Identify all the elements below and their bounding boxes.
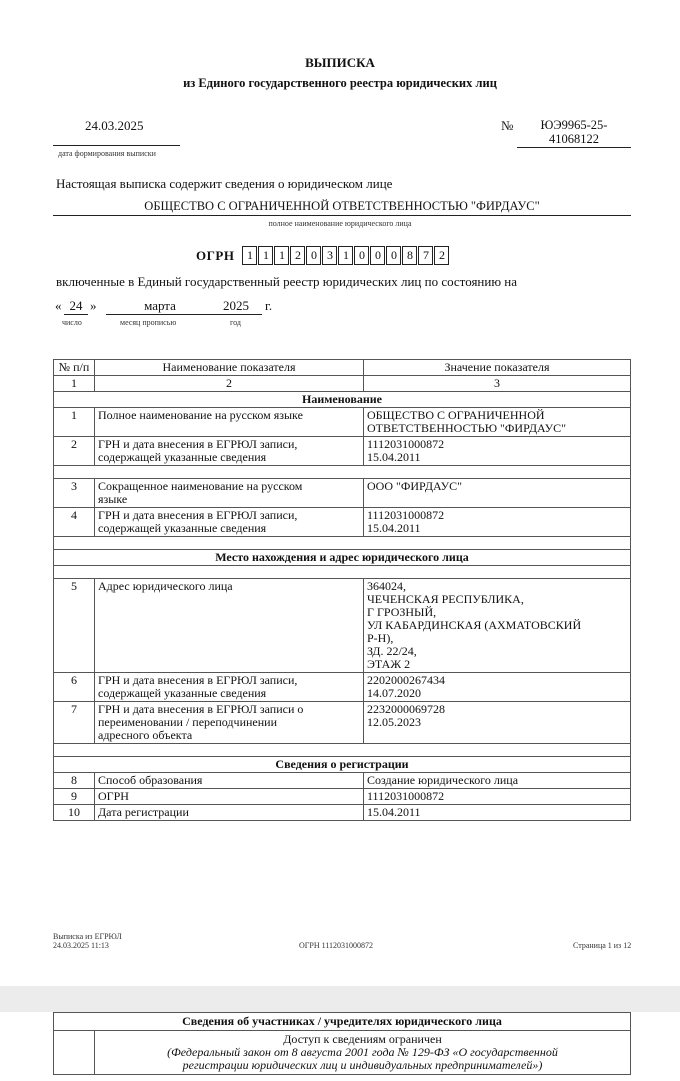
law-reference-line: регистрации юридических лиц и индивидуальных предпринимателей») (182, 1058, 543, 1072)
spacer-row (54, 466, 631, 479)
row-number: 7 (54, 702, 95, 744)
row-number: 5 (54, 579, 95, 673)
row-number: 1 (54, 408, 95, 437)
extract-number-line-2: 41068122 (549, 132, 599, 146)
address-line: Г ГРОЗНЫЙ, (367, 605, 437, 619)
row-value-line: 2232000069728 (367, 702, 445, 716)
section-title: Наименование (54, 392, 631, 408)
row-name-line: переименовании / переподчинении (98, 715, 277, 729)
row-number: 8 (54, 773, 95, 789)
spacer-cell (54, 744, 631, 757)
ogrn-digit: 1 (242, 246, 257, 265)
row-name (95, 702, 364, 744)
table-row (54, 437, 631, 466)
row-value-line: 1112031000872 (367, 437, 445, 451)
row-number: 10 (54, 805, 95, 821)
address-line: УЛ КАБАРДИНСКАЯ (АХМАТОВСКИЙ (367, 618, 582, 632)
spacer-cell (54, 537, 631, 550)
participants-table (53, 1012, 631, 1075)
table-row (54, 773, 631, 789)
row-name-line: Сокращенное наименование на русском (98, 479, 303, 493)
number-sign: № (501, 118, 514, 133)
row-name-line: языке (98, 492, 128, 506)
full-name-line: ОБЩЕСТВО С ОГРАНИЧЕННОЙ ОТВЕТСТВЕННОСТЬЮ "ФИРДАУС" (53, 199, 631, 216)
ogrn-block (196, 246, 450, 265)
section-title: Сведения об участниках / учредителях юридического лица (54, 1013, 631, 1031)
row-value: 1112031000872 (364, 789, 631, 805)
table-row (54, 508, 631, 537)
page-separator (0, 986, 680, 1012)
open-quote: « (55, 298, 62, 313)
address-line: Р-Н), (367, 631, 394, 645)
law-reference-line: (Федеральный закон от 8 августа 2001 года № 129-ФЗ «О государственной (167, 1045, 558, 1059)
ogrn-digit: 0 (386, 246, 401, 265)
ogrn-digit: 2 (434, 246, 449, 265)
column-number: 2 (95, 376, 364, 392)
spacer-cell (54, 566, 631, 579)
ogrn-digit: 0 (306, 246, 321, 265)
row-value (364, 579, 631, 673)
ogrn-digit: 8 (402, 246, 417, 265)
ogrn-digit: 3 (322, 246, 337, 265)
row-name (95, 437, 364, 466)
row-name-line: ГРН и дата внесения в ЕГРЮЛ записи, (98, 437, 298, 451)
extract-number (517, 118, 631, 148)
row-name (95, 479, 364, 508)
row-number: 4 (54, 508, 95, 537)
spacer-row (54, 537, 631, 550)
row-name-line: содержащей указанные сведения (98, 686, 267, 700)
address-line: ЭТАЖ 2 (367, 657, 411, 671)
footer-left-line: 24.03.2025 11:13 (53, 941, 109, 950)
table-header-row (54, 360, 631, 376)
ogrn-label: ОГРН (196, 247, 235, 263)
row-name (95, 508, 364, 537)
row-value (364, 673, 631, 702)
row-name-line: ГРН и дата внесения в ЕГРЮЛ записи, (98, 673, 298, 687)
row-number: 6 (54, 673, 95, 702)
column-number: 3 (364, 376, 631, 392)
ogrn-digit: 0 (354, 246, 369, 265)
table-row (54, 789, 631, 805)
row-value (364, 508, 631, 537)
caption-year: год (230, 318, 241, 327)
extract-number-line-1: ЮЭ9965-25- (540, 118, 608, 132)
state-year-suffix: г. (265, 298, 273, 313)
address-line: ЧЕЧЕНСКАЯ РЕСПУБЛИКА, (367, 592, 524, 606)
state-day: 24 (64, 298, 88, 315)
document-subtitle: из Единого государственного реестра юридических лиц (183, 76, 497, 90)
ogrn-digit: 1 (274, 246, 289, 265)
row-name: Способ образования (95, 773, 364, 789)
address-line: ЗД. 22/24, (367, 644, 417, 658)
row-value-line: 1112031000872 (367, 508, 445, 522)
row-name-line: содержащей указанные сведения (98, 450, 267, 464)
row-name: Полное наименование на русском языке (95, 408, 364, 437)
row-number: 2 (54, 437, 95, 466)
header-cell: Наименование показателя (95, 360, 364, 376)
row-value-line: 2202000267434 (367, 673, 445, 687)
row-name-line: содержащей указанные сведения (98, 521, 267, 535)
column-number: 1 (54, 376, 95, 392)
row-name-line: адресного объекта (98, 728, 193, 742)
row-value (364, 437, 631, 466)
caption-month: месяц прописью (120, 318, 177, 327)
row-number: 9 (54, 789, 95, 805)
caption-day: число (62, 318, 82, 327)
full-name-caption: полное наименование юридического лица (268, 219, 412, 228)
spacer-row (54, 744, 631, 757)
row-name: Дата регистрации (95, 805, 364, 821)
state-month: марта (106, 298, 214, 315)
section-title: Сведения о регистрации (54, 757, 631, 773)
close-quote: » (90, 298, 97, 313)
document-title: ВЫПИСКА (305, 55, 375, 70)
extract-date-caption: дата формирования выписки (58, 149, 156, 158)
row-name-line: ГРН и дата внесения в ЕГРЮЛ записи о (98, 702, 304, 716)
row-name: Адрес юридического лица (95, 579, 364, 673)
row-number (54, 1031, 95, 1075)
section-row (54, 757, 631, 773)
row-value: ООО "ФИРДАУС" (364, 479, 631, 508)
row-value (364, 702, 631, 744)
row-value: 15.04.2011 (364, 805, 631, 821)
footer-left-line: Выписка из ЕГРЮЛ (53, 932, 122, 941)
table-row (54, 805, 631, 821)
section-row (54, 392, 631, 408)
section-title: Место нахождения и адрес юридического лица (54, 550, 631, 566)
section-row (54, 550, 631, 566)
ogrn-digit: 1 (258, 246, 273, 265)
table-row (54, 579, 631, 673)
footer-page-number: Страница 1 из 12 (573, 941, 632, 950)
table-row (54, 479, 631, 508)
footer-ogrn: ОГРН 1112031000872 (299, 941, 374, 950)
row-name: ОГРН (95, 789, 364, 805)
state-year: 2025 (210, 298, 262, 315)
extract-date: 24.03.2025 (53, 118, 180, 146)
intro-text: Настоящая выписка содержит сведения о юридическом лице (56, 176, 393, 191)
ogrn-digit: 0 (370, 246, 385, 265)
table-numbers-row (54, 376, 631, 392)
access-restricted-text: Доступ к сведениям ограничен (283, 1032, 442, 1046)
row-value-line: 15.04.2011 (367, 521, 421, 535)
header-cell: № п/п (54, 360, 95, 376)
address-line: 364024, (367, 579, 406, 593)
ogrn-digit: 7 (418, 246, 433, 265)
row-value-line: 15.04.2011 (367, 450, 421, 464)
spacer-cell (54, 466, 631, 479)
ogrn-digit: 1 (338, 246, 353, 265)
table-row (54, 1031, 631, 1075)
table-row (54, 702, 631, 744)
register-table (53, 359, 631, 821)
footer-left (53, 932, 122, 950)
row-name-line: ГРН и дата внесения в ЕГРЮЛ записи, (98, 508, 298, 522)
spacer-row (54, 566, 631, 579)
header-cell: Значение показателя (364, 360, 631, 376)
restricted-access-cell (95, 1031, 631, 1075)
state-text: включенные в Единый государственный реестр юридических лиц по состоянию на (56, 274, 518, 289)
table-row (54, 673, 631, 702)
ogrn-digit: 2 (290, 246, 305, 265)
row-name (95, 673, 364, 702)
row-value-line: 14.07.2020 (367, 686, 421, 700)
row-number: 3 (54, 479, 95, 508)
row-value-line: 12.05.2023 (367, 715, 421, 729)
section-row (54, 1013, 631, 1031)
table-row (54, 408, 631, 437)
row-value: Создание юридического лица (364, 773, 631, 789)
row-value: ОБЩЕСТВО С ОГРАНИЧЕННОЙ ОТВЕТСТВЕННОСТЬЮ "ФИРДАУС" (364, 408, 631, 437)
